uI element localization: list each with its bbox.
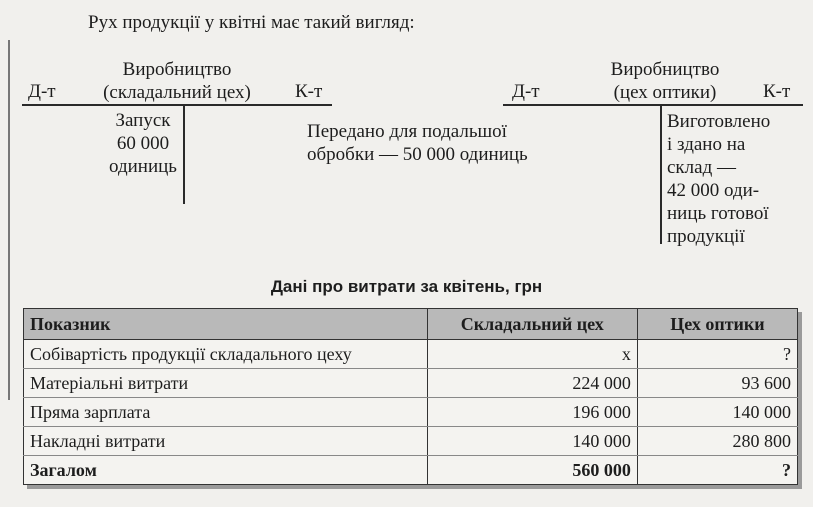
right-debit-label: Д-т bbox=[512, 81, 540, 102]
launch-quantity: 60 000 bbox=[116, 133, 170, 154]
right-credit-entry bbox=[667, 110, 770, 248]
left-edge-line bbox=[8, 40, 10, 400]
credit-entry-line6: продукції bbox=[667, 226, 745, 247]
total-optics-value: ? bbox=[637, 456, 797, 485]
credit-entry-line1: Виготовлено bbox=[667, 111, 771, 132]
header-assembly-shop: Складальний цех bbox=[427, 309, 637, 340]
row-label: Собівартість продукції складального цеху bbox=[24, 340, 428, 369]
left-debit-label: Д-т bbox=[28, 81, 56, 102]
left-credit-label: К-т bbox=[295, 81, 323, 102]
right-account-title bbox=[595, 58, 735, 104]
right-account-title-line1: Виробництво bbox=[610, 59, 720, 80]
left-account-title bbox=[92, 58, 262, 104]
header-optics-shop: Цех оптики bbox=[637, 309, 797, 340]
credit-entry-line2: і здано на bbox=[667, 134, 746, 155]
table-row bbox=[24, 398, 798, 427]
left-account-title-line1: Виробництво bbox=[122, 59, 232, 80]
left-account-hline bbox=[22, 104, 332, 106]
left-account-title-line2: (складальний цех) bbox=[103, 82, 251, 103]
table-row bbox=[24, 369, 798, 398]
total-assembly-value: 560 000 bbox=[427, 456, 637, 485]
row-optics-value: 280 800 bbox=[637, 427, 797, 456]
transfer-note-line2: обробки — 50 000 одиниць bbox=[307, 144, 528, 165]
credit-entry-line5: ниць готової bbox=[667, 203, 769, 224]
row-assembly-value: 224 000 bbox=[427, 369, 637, 398]
transfer-note bbox=[307, 120, 528, 166]
right-account-vline bbox=[660, 104, 662, 244]
row-label: Пряма зарплата bbox=[24, 398, 428, 427]
credit-entry-line4: 42 000 оди- bbox=[667, 180, 760, 201]
row-label: Матеріальні витрати bbox=[24, 369, 428, 398]
header-indicator: Показник bbox=[24, 309, 428, 340]
launch-label: Запуск bbox=[115, 110, 171, 131]
row-assembly-value: x bbox=[427, 340, 637, 369]
transfer-note-line1: Передано для подальшої bbox=[307, 121, 507, 142]
table-total-row bbox=[24, 456, 798, 485]
right-credit-label: К-т bbox=[763, 81, 791, 102]
row-assembly-value: 196 000 bbox=[427, 398, 637, 427]
left-account-vline bbox=[183, 104, 185, 204]
total-label: Загалом bbox=[24, 456, 428, 485]
intro-text: Рух продукції у квітні має такий вигляд: bbox=[88, 12, 415, 33]
credit-entry-line3: склад — bbox=[667, 157, 736, 178]
row-assembly-value: 140 000 bbox=[427, 427, 637, 456]
table-row bbox=[24, 427, 798, 456]
launch-unit: одиниць bbox=[109, 156, 177, 177]
right-account-hline bbox=[503, 104, 803, 106]
table-row bbox=[24, 340, 798, 369]
row-optics-value: ? bbox=[637, 340, 797, 369]
cost-table bbox=[23, 308, 798, 485]
row-label: Накладні витрати bbox=[24, 427, 428, 456]
left-debit-entry bbox=[108, 109, 178, 178]
table-header-row bbox=[24, 309, 798, 340]
right-account-title-line2: (цех оптики) bbox=[613, 82, 717, 103]
row-optics-value: 140 000 bbox=[637, 398, 797, 427]
table-title: Дані про витрати за квітень, грн bbox=[270, 277, 543, 296]
row-optics-value: 93 600 bbox=[637, 369, 797, 398]
